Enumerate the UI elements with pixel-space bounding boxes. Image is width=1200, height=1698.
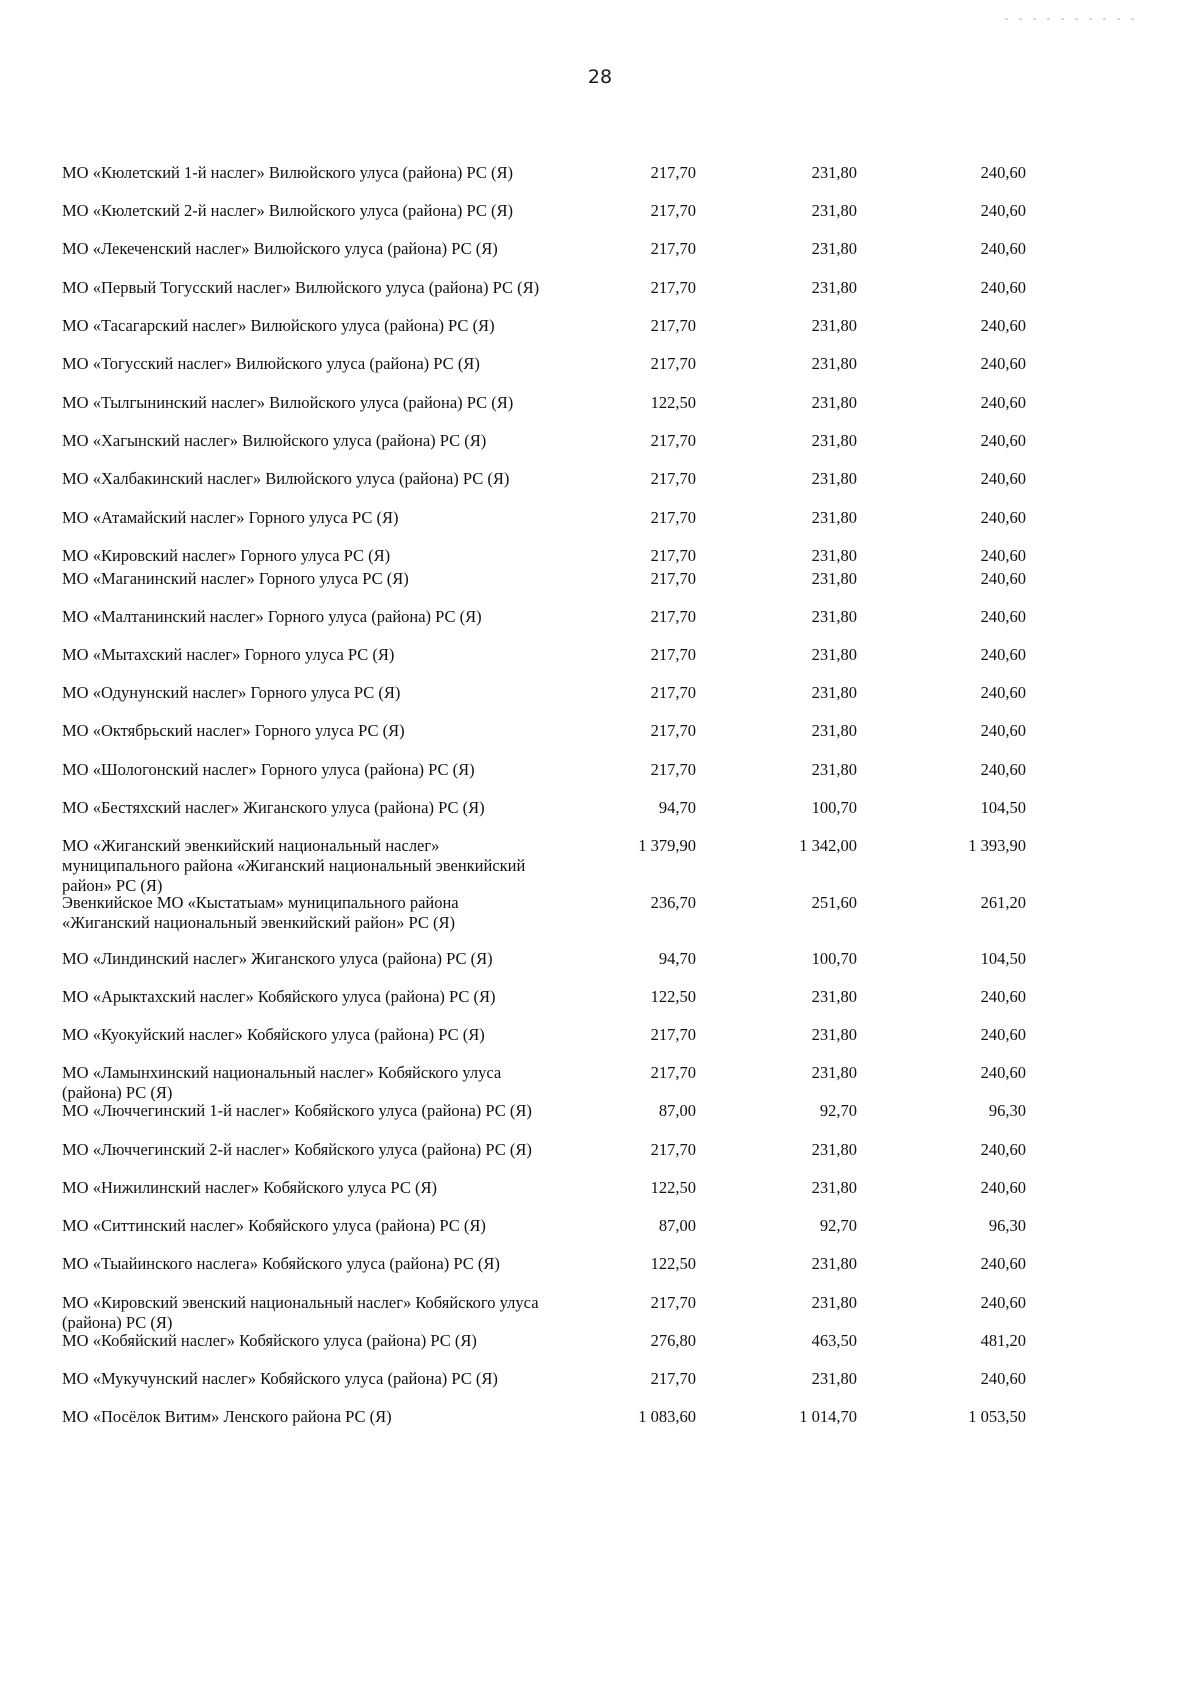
value-col-1: 217,70 xyxy=(650,546,696,565)
value-col-3: 240,60 xyxy=(980,508,1026,527)
table-row xyxy=(0,760,1200,800)
value-col-2: 1 342,00 xyxy=(799,836,857,855)
value-col-1: 217,70 xyxy=(650,1140,696,1159)
value-col-1: 217,70 xyxy=(650,1025,696,1044)
table-row xyxy=(0,508,1200,548)
value-col-3: 104,50 xyxy=(980,949,1026,968)
table-row xyxy=(0,201,1200,241)
table-row xyxy=(0,278,1200,318)
value-col-3: 240,60 xyxy=(980,721,1026,740)
value-col-1: 217,70 xyxy=(650,316,696,335)
municipality-name: МО «Жиганский эвенкийский национальный наслег» муниципального района «Жиганский национальный эвенкийский район» РС (Я) xyxy=(62,836,526,895)
value-col-3: 240,60 xyxy=(980,163,1026,182)
value-col-3: 96,30 xyxy=(988,1216,1026,1235)
value-col-1: 87,00 xyxy=(658,1101,696,1120)
value-col-3: 240,60 xyxy=(980,239,1026,258)
municipality-name: МО «Первый Тогусский наслег» Вилюйского улуса (района) РС (Я) xyxy=(62,278,540,297)
table-row xyxy=(0,607,1200,647)
value-col-3: 240,60 xyxy=(980,645,1026,664)
municipality-name: МО «Атамайский наслег» Горного улуса РС (Я) xyxy=(62,508,399,527)
municipality-name: МО «Кировский эвенский национальный наслег» Кобяйского улуса (района) РС (Я) xyxy=(62,1293,539,1332)
value-col-3: 240,60 xyxy=(980,469,1026,488)
scan-artifact xyxy=(1005,18,1145,20)
municipality-name: МО «Халбакинский наслег» Вилюйского улуса (района) РС (Я) xyxy=(62,469,510,488)
value-col-3: 240,60 xyxy=(980,1369,1026,1388)
value-col-1: 217,70 xyxy=(650,354,696,373)
value-col-2: 231,80 xyxy=(811,1063,857,1082)
value-col-2: 231,80 xyxy=(811,431,857,450)
value-col-2: 231,80 xyxy=(811,569,857,588)
value-col-2: 231,80 xyxy=(811,1178,857,1197)
value-col-1: 217,70 xyxy=(650,645,696,664)
value-col-2: 231,80 xyxy=(811,721,857,740)
value-col-2: 231,80 xyxy=(811,354,857,373)
municipality-name: МО «Малтанинский наслег» Горного улуса (района) РС (Я) xyxy=(62,607,482,626)
value-col-1: 217,70 xyxy=(650,1293,696,1312)
value-col-3: 240,60 xyxy=(980,987,1026,1006)
value-col-3: 240,60 xyxy=(980,1063,1026,1082)
table-row xyxy=(0,469,1200,509)
municipality-name: МО «Тогусский наслег» Вилюйского улуса (района) РС (Я) xyxy=(62,354,480,373)
value-col-1: 217,70 xyxy=(650,760,696,779)
table-row xyxy=(0,1178,1200,1218)
value-col-1: 122,50 xyxy=(650,1254,696,1273)
table-row xyxy=(0,721,1200,761)
value-col-2: 231,80 xyxy=(811,316,857,335)
table-row xyxy=(0,1407,1200,1447)
municipality-name: МО «Тасагарский наслег» Вилюйского улуса (района) РС (Я) xyxy=(62,316,495,335)
value-col-3: 261,20 xyxy=(980,893,1026,912)
table-row xyxy=(0,354,1200,394)
table-row xyxy=(0,987,1200,1027)
municipality-name: МО «Шологонский наслег» Горного улуса (района) РС (Я) xyxy=(62,760,475,779)
municipality-name: МО «Лекеченский наслег» Вилюйского улуса (района) РС (Я) xyxy=(62,239,498,258)
table-row xyxy=(0,1216,1200,1256)
table-row xyxy=(0,1101,1200,1141)
table-row xyxy=(0,316,1200,356)
value-col-1: 236,70 xyxy=(650,893,696,912)
table-row xyxy=(0,1369,1200,1409)
value-col-3: 240,60 xyxy=(980,1178,1026,1197)
value-col-1: 217,70 xyxy=(650,1063,696,1082)
value-col-2: 231,80 xyxy=(811,683,857,702)
value-col-2: 231,80 xyxy=(811,546,857,565)
value-col-2: 231,80 xyxy=(811,469,857,488)
municipality-name: МО «Кобяйский наслег» Кобяйского улуса (района) РС (Я) xyxy=(62,1331,477,1350)
value-col-1: 217,70 xyxy=(650,721,696,740)
value-col-1: 217,70 xyxy=(650,278,696,297)
value-col-3: 240,60 xyxy=(980,760,1026,779)
value-col-2: 231,80 xyxy=(811,163,857,182)
value-col-2: 92,70 xyxy=(819,1101,857,1120)
municipality-name: МО «Нижилинский наслег» Кобяйского улуса РС (Я) xyxy=(62,1178,437,1197)
value-col-3: 240,60 xyxy=(980,431,1026,450)
table-row xyxy=(0,645,1200,685)
value-col-2: 231,80 xyxy=(811,278,857,297)
value-col-2: 92,70 xyxy=(819,1216,857,1235)
table-row xyxy=(0,239,1200,279)
table-row xyxy=(0,1293,1200,1333)
municipality-name: МО «Бестяхский наслег» Жиганского улуса (района) РС (Я) xyxy=(62,798,485,817)
value-col-3: 104,50 xyxy=(980,798,1026,817)
municipality-name: МО «Октябрьский наслег» Горного улуса РС (Я) xyxy=(62,721,405,740)
municipality-name: МО «Арыктахский наслег» Кобяйского улуса (района) РС (Я) xyxy=(62,987,496,1006)
value-col-2: 231,80 xyxy=(811,1293,857,1312)
value-col-3: 240,60 xyxy=(980,1254,1026,1273)
value-col-2: 231,80 xyxy=(811,508,857,527)
value-col-3: 1 053,50 xyxy=(968,1407,1026,1426)
value-col-2: 231,80 xyxy=(811,1140,857,1159)
value-col-1: 1 379,90 xyxy=(638,836,696,855)
municipality-name: МО «Кировский наслег» Горного улуса РС (Я) xyxy=(62,546,391,565)
municipality-name: МО «Мукучунский наслег» Кобяйского улуса (района) РС (Я) xyxy=(62,1369,498,1388)
value-col-3: 240,60 xyxy=(980,316,1026,335)
value-col-1: 122,50 xyxy=(650,987,696,1006)
value-col-2: 231,80 xyxy=(811,239,857,258)
municipality-name: МО «Тылгынинский наслег» Вилюйского улуса (района) РС (Я) xyxy=(62,393,514,412)
table-row xyxy=(0,431,1200,471)
municipality-name: МО «Одунунский наслег» Горного улуса РС (Я) xyxy=(62,683,401,702)
table-row xyxy=(0,683,1200,723)
value-col-1: 276,80 xyxy=(650,1331,696,1350)
municipality-name: Эвенкийское МО «Кыстатыам» муниципального района «Жиганский национальный эвенкийский район» РС (Я) xyxy=(62,893,459,932)
value-col-3: 240,60 xyxy=(980,278,1026,297)
table-row xyxy=(0,1025,1200,1065)
value-col-2: 231,80 xyxy=(811,607,857,626)
value-col-3: 240,60 xyxy=(980,546,1026,565)
value-col-2: 231,80 xyxy=(811,645,857,664)
value-col-3: 240,60 xyxy=(980,393,1026,412)
value-col-2: 231,80 xyxy=(811,393,857,412)
value-col-1: 217,70 xyxy=(650,508,696,527)
value-col-2: 251,60 xyxy=(811,893,857,912)
value-col-3: 240,60 xyxy=(980,569,1026,588)
value-col-1: 217,70 xyxy=(650,163,696,182)
value-col-1: 94,70 xyxy=(658,798,696,817)
value-col-2: 231,80 xyxy=(811,1025,857,1044)
value-col-1: 217,70 xyxy=(650,201,696,220)
municipality-name: МО «Куокуйский наслег» Кобяйского улуса (района) РС (Я) xyxy=(62,1025,485,1044)
value-col-2: 1 014,70 xyxy=(799,1407,857,1426)
value-col-1: 217,70 xyxy=(650,1369,696,1388)
value-col-3: 240,60 xyxy=(980,1293,1026,1312)
value-col-1: 217,70 xyxy=(650,239,696,258)
value-col-3: 481,20 xyxy=(980,1331,1026,1350)
municipality-name: МО «Линдинский наслег» Жиганского улуса (района) РС (Я) xyxy=(62,949,493,968)
municipality-name: МО «Люччегинский 2-й наслег» Кобяйского улуса (района) РС (Я) xyxy=(62,1140,532,1159)
value-col-1: 217,70 xyxy=(650,607,696,626)
value-col-1: 217,70 xyxy=(650,683,696,702)
value-col-1: 217,70 xyxy=(650,469,696,488)
value-col-3: 240,60 xyxy=(980,683,1026,702)
value-col-3: 240,60 xyxy=(980,201,1026,220)
value-col-1: 217,70 xyxy=(650,569,696,588)
value-col-1: 122,50 xyxy=(650,393,696,412)
municipality-name: МО «Мытахский наслег» Горного улуса РС (Я) xyxy=(62,645,395,664)
value-col-3: 240,60 xyxy=(980,1025,1026,1044)
municipality-name: МО «Маганинский наслег» Горного улуса РС (Я) xyxy=(62,569,409,588)
value-col-2: 231,80 xyxy=(811,1254,857,1273)
value-col-1: 94,70 xyxy=(658,949,696,968)
table-row xyxy=(0,1063,1200,1103)
value-col-2: 231,80 xyxy=(811,760,857,779)
value-col-1: 87,00 xyxy=(658,1216,696,1235)
page-number: 28 xyxy=(587,66,613,88)
value-col-3: 240,60 xyxy=(980,354,1026,373)
table-row xyxy=(0,1140,1200,1180)
municipality-name: МО «Ситтинский наслег» Кобяйского улуса (района) РС (Я) xyxy=(62,1216,486,1235)
value-col-3: 1 393,90 xyxy=(968,836,1026,855)
municipality-name: МО «Тыайинского наслега» Кобяйского улуса (района) РС (Я) xyxy=(62,1254,500,1273)
table-row xyxy=(0,1331,1200,1371)
value-col-2: 100,70 xyxy=(811,798,857,817)
table-row xyxy=(0,1254,1200,1294)
value-col-1: 122,50 xyxy=(650,1178,696,1197)
table-row xyxy=(0,569,1200,609)
table-row xyxy=(0,949,1200,989)
value-col-3: 240,60 xyxy=(980,1140,1026,1159)
value-col-2: 100,70 xyxy=(811,949,857,968)
value-col-3: 240,60 xyxy=(980,607,1026,626)
value-col-3: 96,30 xyxy=(988,1101,1026,1120)
table-row xyxy=(0,836,1200,895)
value-col-2: 463,50 xyxy=(811,1331,857,1350)
value-col-2: 231,80 xyxy=(811,1369,857,1388)
table-row xyxy=(0,163,1200,203)
municipality-name: МО «Кюлетский 1-й наслег» Вилюйского улуса (района) РС (Я) xyxy=(62,163,513,182)
table-row xyxy=(0,893,1200,933)
municipality-name: МО «Люччегинский 1-й наслег» Кобяйского улуса (района) РС (Я) xyxy=(62,1101,532,1120)
municipality-name: МО «Кюлетский 2-й наслег» Вилюйского улуса (района) РС (Я) xyxy=(62,201,513,220)
value-col-2: 231,80 xyxy=(811,201,857,220)
value-col-1: 1 083,60 xyxy=(638,1407,696,1426)
municipality-name: МО «Посёлок Витим» Ленского района РС (Я) xyxy=(62,1407,392,1426)
table-row xyxy=(0,393,1200,433)
value-col-1: 217,70 xyxy=(650,431,696,450)
table-row xyxy=(0,798,1200,838)
municipality-name: МО «Хагынский наслег» Вилюйского улуса (района) РС (Я) xyxy=(62,431,487,450)
municipality-name: МО «Ламынхинский национальный наслег» Кобяйского улуса (района) РС (Я) xyxy=(62,1063,502,1102)
value-col-2: 231,80 xyxy=(811,987,857,1006)
